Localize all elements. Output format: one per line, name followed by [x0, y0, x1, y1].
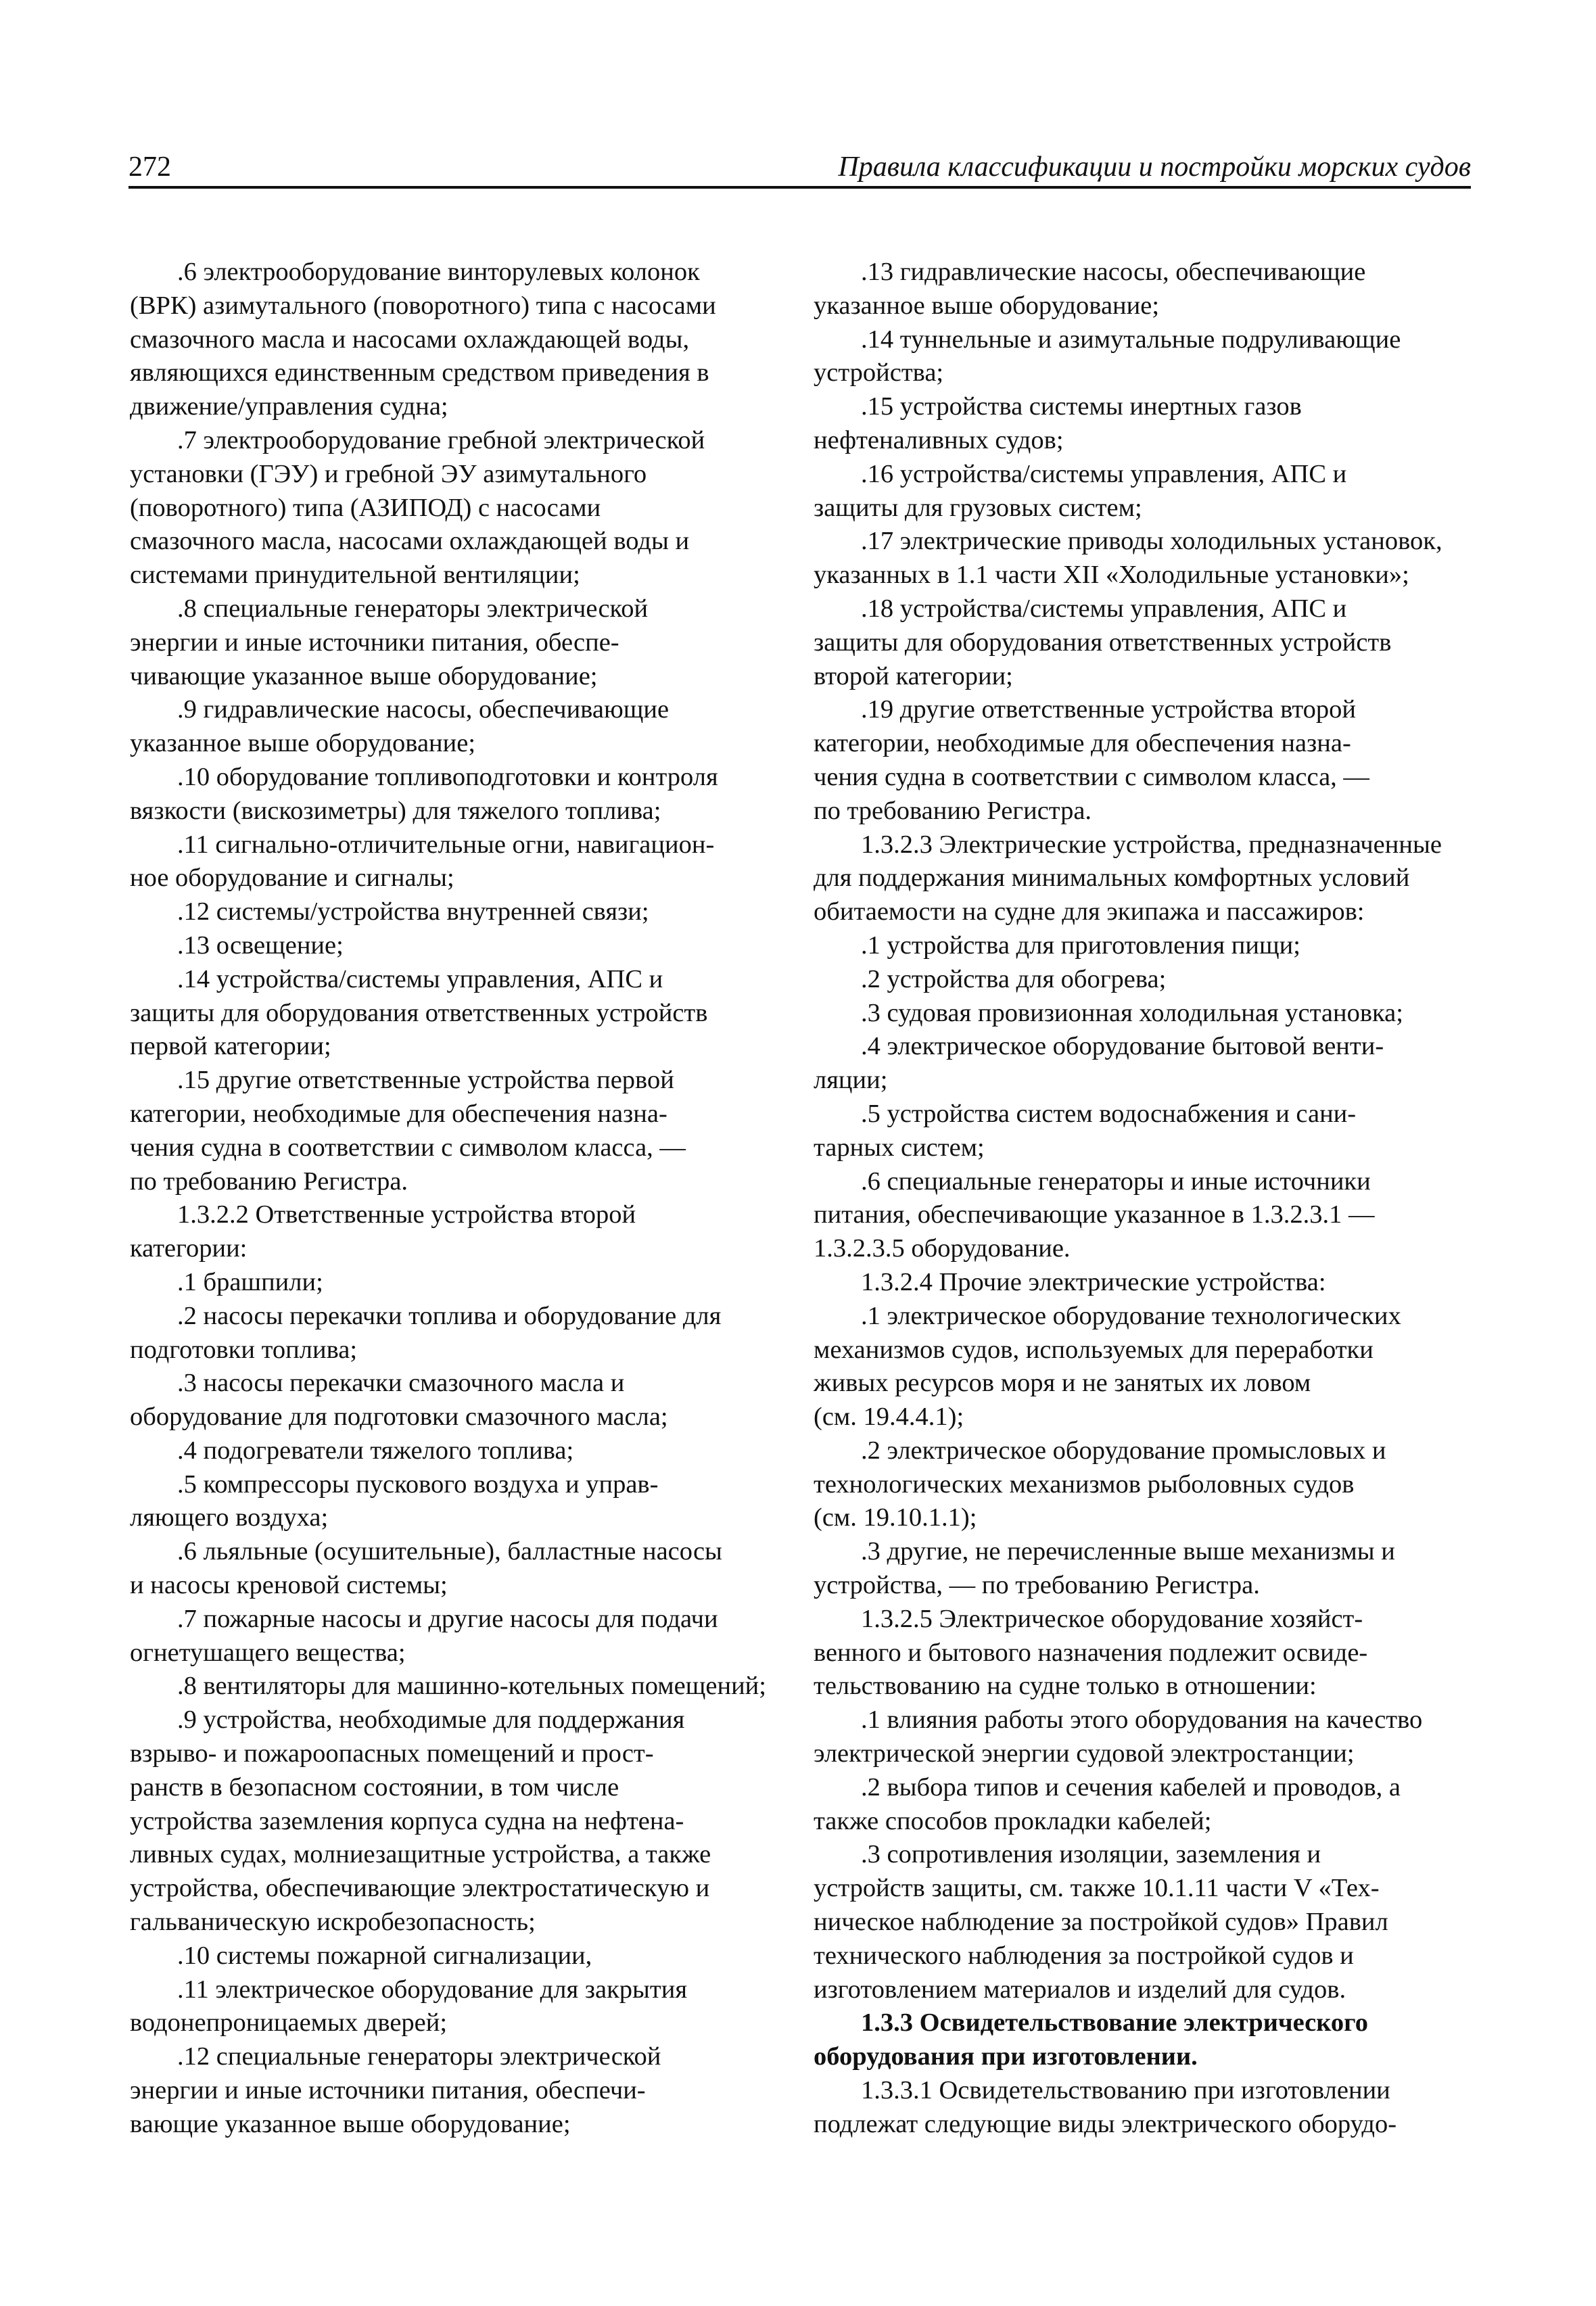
paragraph: .9 гидравлические насосы, обеспечивающие указанное выше оборудование; — [130, 695, 670, 758]
paragraph: .11 электрическое оборудование для закрытия водонепроницаемых дверей; — [130, 1975, 688, 2038]
paragraph: .13 гидравлические насосы, обеспечивающие указанное выше оборудование; — [814, 258, 1366, 320]
page-header — [128, 145, 1471, 189]
paragraph: .19 другие ответственные устройства второй категории, необходимые для обеспечения назна- чения судна в соответствии с символом класса, — по требованию Регистра. — [814, 695, 1369, 825]
paragraph: .2 устройства для обогрева; — [861, 964, 1167, 993]
paragraph: .18 устройства/системы управления, АПС и защиты для оборудования ответственных устройств второй категории; — [814, 594, 1392, 690]
paragraph: .3 судовая провизионная холодильная установка; — [861, 998, 1403, 1027]
paragraph: .10 системы пожарной сигнализации, — [177, 1941, 592, 1970]
paragraph: .11 сигнально-отличительные огни, навигацион- ное оборудование и сигналы; — [130, 830, 715, 893]
paragraph: .12 специальные генераторы электрической энергии и иные источники питания, обеспечи- вающие указанное выше оборудование; — [130, 2042, 661, 2138]
paragraph: .15 другие ответственные устройства первой категории, необходимые для обеспечения назна- чения судна в соответствии с символом класса, — по требованию Регистра. — [130, 1066, 686, 1196]
paragraph: .3 насосы перекачки смазочного масла и оборудование для подготовки смазочного масла; — [130, 1369, 668, 1432]
left-column — [130, 256, 779, 2142]
paragraph: .6 льяльные (осушительные), балластные насосы и насосы креновой системы; — [130, 1537, 722, 1600]
paragraph: .1 брашпили; — [177, 1267, 323, 1296]
paragraph: .8 вентиляторы для машинно-котельных помещений; — [177, 1672, 766, 1701]
paragraph: .5 компрессоры пускового воздуха и управ- ляющего воздуха; — [130, 1469, 659, 1532]
paragraph: .14 туннельные и азимутальные подруливающие устройства; — [814, 325, 1401, 387]
paragraph: .3 сопротивления изоляции, заземления и устройств защиты, см. также 10.1.11 части V «Тех- ническое наблюдение за постройкой судов» Правил технического наблюдения за постройкой судов и изготовлением материалов и изделий для судов. — [814, 1840, 1388, 2004]
paragraph: 1.3.2.3 Электрические устройства, предназначенные для поддержания минимальных комфортных условий обитаемости на судне для экипажа и пассажиров: — [814, 830, 1442, 926]
paragraph: 1.3.2.4 Прочие электрические устройства: — [861, 1267, 1326, 1296]
paragraph: 1.3.3 Освидетельствование электрического оборудования при изготовлении. — [814, 2008, 1368, 2071]
paragraph: .2 насосы перекачки топлива и оборудование для подготовки топлива; — [130, 1301, 722, 1364]
paragraph: .6 электрооборудование винторулевых колонок (ВРК) азимутального (поворотного) типа с насосами смазочного масла и насосами охлаждающей воды, являющихся единственным средством приведения в движение/управления судна; — [130, 258, 716, 421]
paragraph: .1 электрическое оборудование технологических механизмов судов, используемых для переработки живых ресурсов моря и не занятых их ловом (см. 19.4.4.1); — [814, 1301, 1401, 1432]
paragraph: .17 электрические приводы холодильных установок, указанных в 1.1 части XII «Холодильные установки»; — [814, 527, 1442, 590]
paragraph: .5 устройства систем водоснабжения и сани- тарных систем; — [814, 1099, 1357, 1162]
paragraph: .14 устройства/системы управления, АПС и защиты для оборудования ответственных устройств первой категории; — [130, 964, 708, 1061]
paragraph: .1 влияния работы этого оборудования на качество электрической энергии судовой электростанции; — [814, 1705, 1423, 1768]
paragraph: .6 специальные генераторы и иные источники питания, обеспечивающие указанное в 1.3.2.3.1 — 1.3.2.3.5 оборудование. — [814, 1167, 1375, 1263]
paragraph: .12 системы/устройства внутренней связи; — [177, 897, 649, 926]
paragraph: .4 электрическое оборудование бытовой венти- ляции; — [814, 1032, 1384, 1095]
paragraph: .3 другие, не перечисленные выше механизмы и устройства, — по требованию Регистра. — [814, 1537, 1395, 1600]
paragraph: 1.3.2.2 Ответственные устройства второй категории: — [130, 1200, 636, 1263]
paragraph: 1.3.3.1 Освидетельствованию при изготовлении подлежат следующие виды электрического оборудо- — [814, 2076, 1397, 2138]
paragraph: .9 устройства, необходимые для поддержания взрыво- и пожароопасных помещений и прост- ранств в безопасном состоянии, в том числе устройства заземления корпуса судна на нефтена- ливных судах, молниезащитные устройства, а также устройства, обеспечивающие электростатическую и гальваническую искробезопасность; — [130, 1705, 711, 1937]
paragraph: .1 устройства для приготовления пищи; — [861, 931, 1300, 960]
paragraph: .10 оборудование топливоподготовки и контроля вязкости (вискозиметры) для тяжелого топлива; — [130, 762, 718, 825]
paragraph: .2 выбора типов и сечения кабелей и проводов, а также способов прокладки кабелей; — [814, 1772, 1401, 1835]
paragraph: .8 специальные генераторы электрической энергии и иные источники питания, обеспе- чивающие указанное выше оборудование; — [130, 594, 649, 690]
page-number: 272 — [128, 151, 171, 183]
paragraph: .4 подогреватели тяжелого топлива; — [177, 1436, 574, 1465]
paragraph: 1.3.2.5 Электрическое оборудование хозяйст- венного и бытового назначения подлежит освиде- тельствованию на судне только в отношении: — [814, 1604, 1368, 1701]
paragraph: .2 электрическое оборудование промысловых и технологических механизмов рыболовных судов (см. 19.10.1.1); — [814, 1436, 1386, 1532]
paragraph: .7 электрооборудование гребной электрической установки (ГЭУ) и гребной ЭУ азимутального (поворотного) типа (АЗИПОД) с насосами смазочного масла, насосами охлаждающей воды и системами принудительной вентиляции; — [130, 425, 705, 590]
running-title: Правила классификации и постройки морских судов — [838, 151, 1471, 183]
paragraph: .7 пожарные насосы и другие насосы для подачи огнетушащего вещества; — [130, 1604, 718, 1667]
paragraph: .15 устройства системы инертных газов нефтеналивных судов; — [814, 392, 1302, 454]
right-column — [814, 256, 1463, 2142]
paragraph: .13 освещение; — [177, 931, 344, 960]
paragraph: .16 устройства/системы управления, АПС и защиты для грузовых систем; — [814, 459, 1347, 522]
